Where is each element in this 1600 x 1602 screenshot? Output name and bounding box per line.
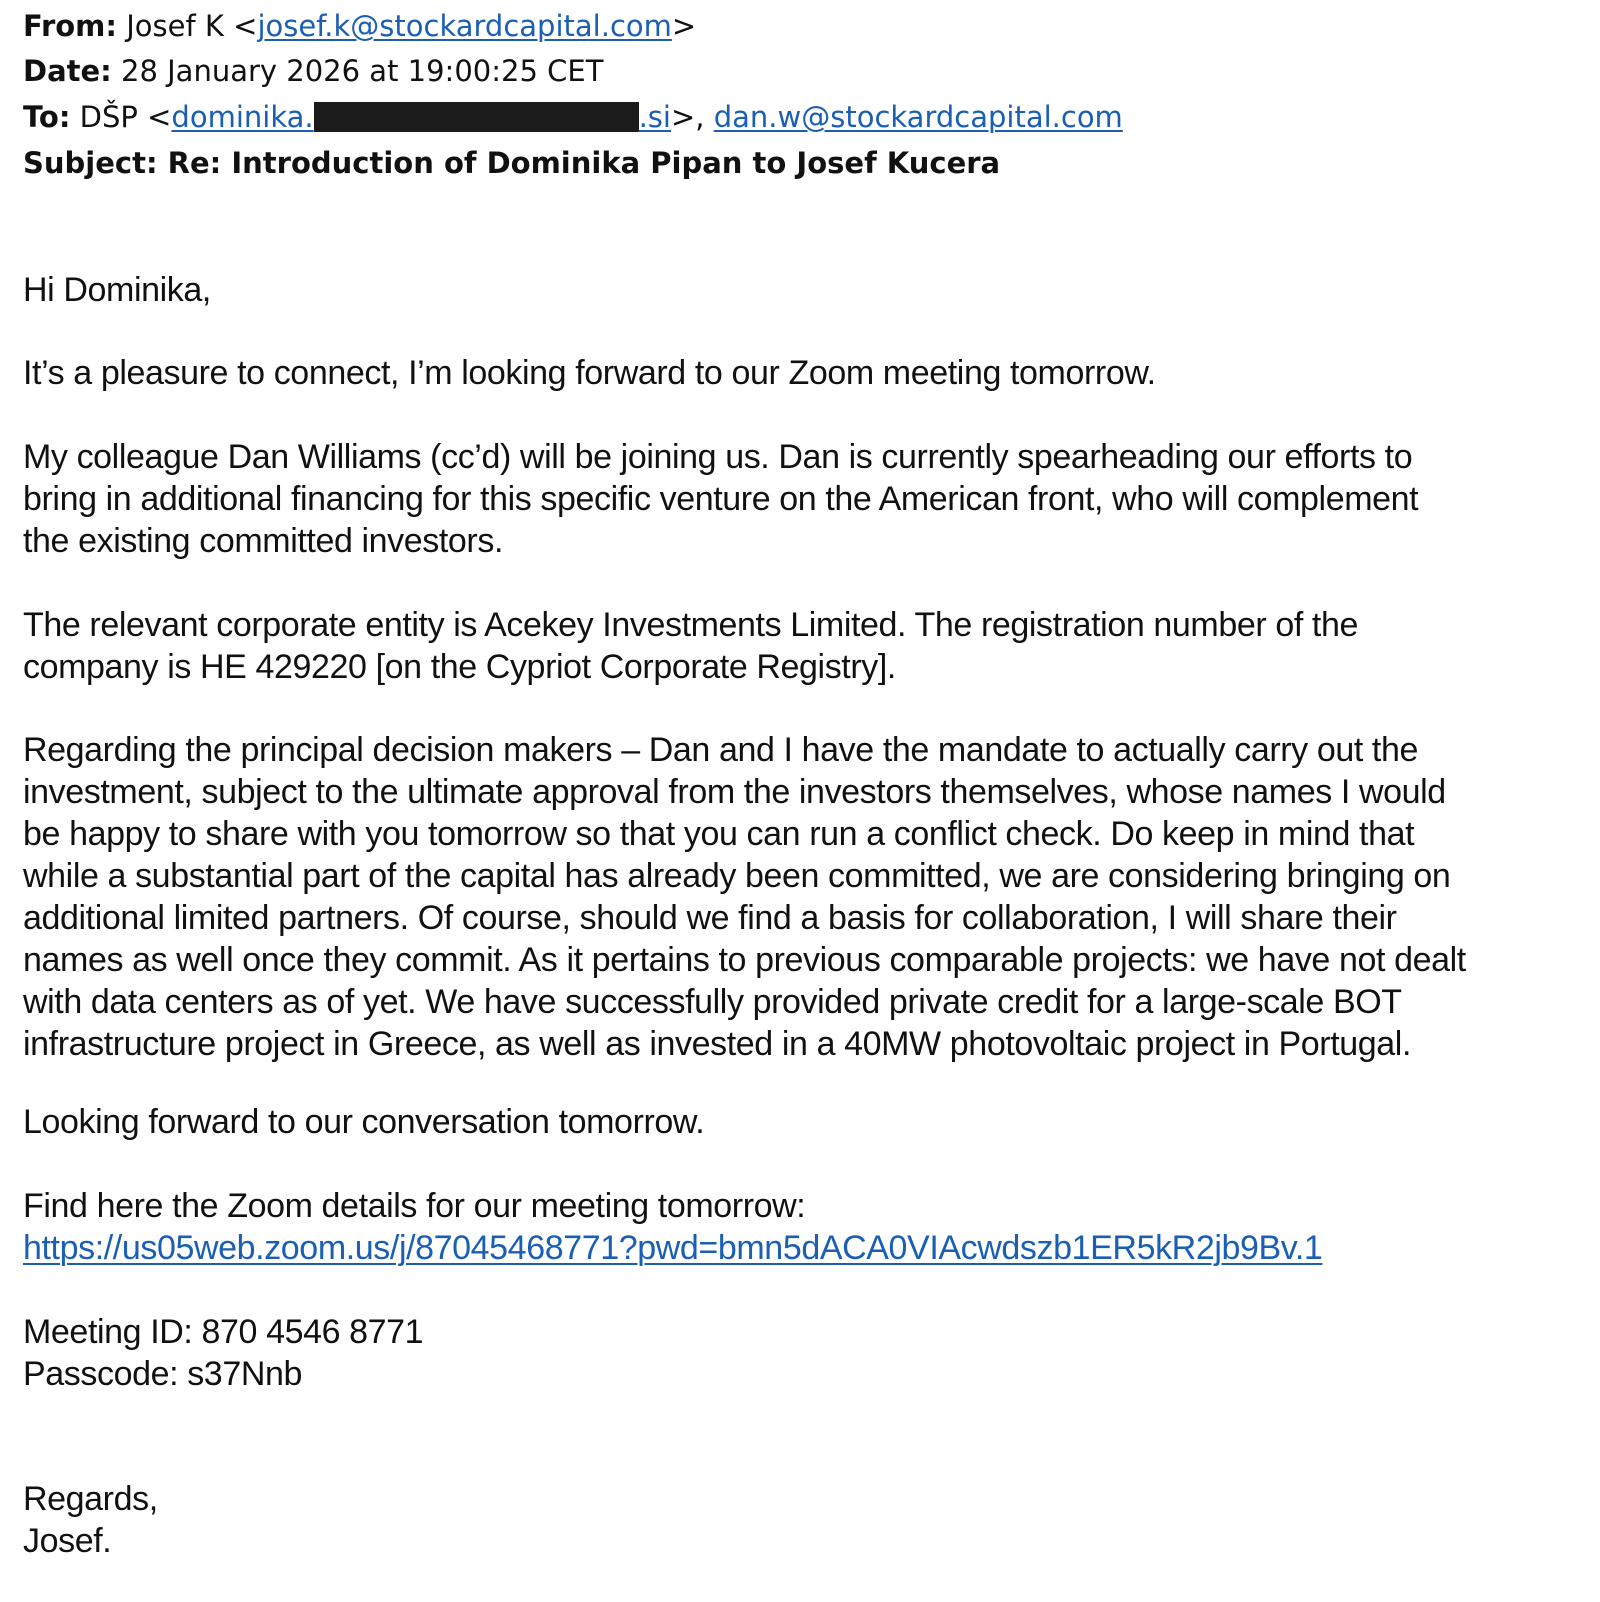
sign-off xyxy=(23,1478,1583,1562)
from-label: From: xyxy=(23,9,117,43)
paragraph-line: be happy to share with you tomorrow so that you can run a conflict check. Do keep in mind that xyxy=(23,815,1415,853)
greeting-text: Hi Dominika, xyxy=(23,271,211,309)
meeting-credentials xyxy=(23,1311,1583,1395)
greeting xyxy=(23,269,1583,311)
to-line xyxy=(23,99,1123,135)
from-name: Josef K < xyxy=(126,9,258,43)
subject-line xyxy=(23,145,1000,181)
zoom-meeting-link[interactable]: https://us05web.zoom.us/j/87045468771?pwd=bmn5dACA0VIAcwdszb1ER5kR2jb9Bv.1 xyxy=(23,1229,1323,1267)
closing: Regards, xyxy=(23,1480,158,1518)
paragraph-2 xyxy=(23,436,1583,562)
paragraph-4 xyxy=(23,729,1583,1065)
from-email-link[interactable]: josef.k@stockardcapital.com xyxy=(257,9,672,43)
paragraph-line: company is HE 429220 [on the Cypriot Corporate Registry]. xyxy=(23,648,896,686)
passcode: Passcode: s37Nnb xyxy=(23,1355,302,1393)
paragraph-line: while a substantial part of the capital has already been committed, we are considering bringing on xyxy=(23,857,1451,895)
from-close: > xyxy=(671,9,697,43)
paragraph-line: investment, subject to the ultimate approval from the investors themselves, whose names I would xyxy=(23,773,1446,811)
paragraph-line: Regarding the principal decision makers – Dan and I have the mandate to actually carry out the xyxy=(23,731,1418,769)
paragraph-line: additional limited partners. Of course, should we find a basis for collaboration, I will share their xyxy=(23,899,1397,937)
paragraph-line: My colleague Dan Williams (cc’d) will be joining us. Dan is currently spearheading our efforts to xyxy=(23,438,1413,476)
paragraph-line: Looking forward to our conversation tomorrow. xyxy=(23,1103,705,1141)
date-label: Date: xyxy=(23,54,112,88)
date-value: 28 January 2026 at 19:00:25 CET xyxy=(121,54,604,88)
paragraph-line: names as well once they commit. As it pertains to previous comparable projects: we have not dealt xyxy=(23,941,1466,979)
subject-value: Re: Introduction of Dominika Pipan to Josef Kucera xyxy=(167,146,1001,180)
zoom-intro: Find here the Zoom details for our meeting tomorrow: xyxy=(23,1187,806,1225)
paragraph-line: bring in additional financing for this specific venture on the American front, who will complement xyxy=(23,480,1419,518)
to-separator: >, xyxy=(670,100,714,134)
redaction-bar xyxy=(314,102,639,132)
paragraph-3 xyxy=(23,604,1583,688)
paragraph-line: It’s a pleasure to connect, I’m looking forward to our Zoom meeting tomorrow. xyxy=(23,354,1156,392)
signature: Josef. xyxy=(23,1522,112,1560)
paragraph-line: with data centers as of yet. We have successfully provided private credit for a large-scale BOT xyxy=(23,983,1402,1021)
to-label: To: xyxy=(23,100,71,134)
paragraph-5 xyxy=(23,1101,1583,1143)
to-email-2-link[interactable]: dan.w@stockardcapital.com xyxy=(713,100,1123,134)
paragraph-line: The relevant corporate entity is Acekey Investments Limited. The registration number of the xyxy=(23,606,1358,644)
zoom-details xyxy=(23,1185,1583,1269)
to-email-1-start: dominika. xyxy=(171,100,314,134)
paragraph-line: infrastructure project in Greece, as well as invested in a 40MW photovoltaic project in Portugal. xyxy=(23,1025,1411,1063)
paragraph-1 xyxy=(23,352,1583,394)
meeting-id: Meeting ID: 870 4546 8771 xyxy=(23,1313,424,1351)
date-line xyxy=(23,53,603,89)
subject-label: Subject: xyxy=(23,146,158,180)
to-name: DŠP < xyxy=(79,100,172,134)
paragraph-line: the existing committed investors. xyxy=(23,522,503,560)
to-email-1-end: .si xyxy=(638,100,671,134)
from-line xyxy=(23,8,696,44)
to-email-1-link[interactable] xyxy=(171,100,671,134)
